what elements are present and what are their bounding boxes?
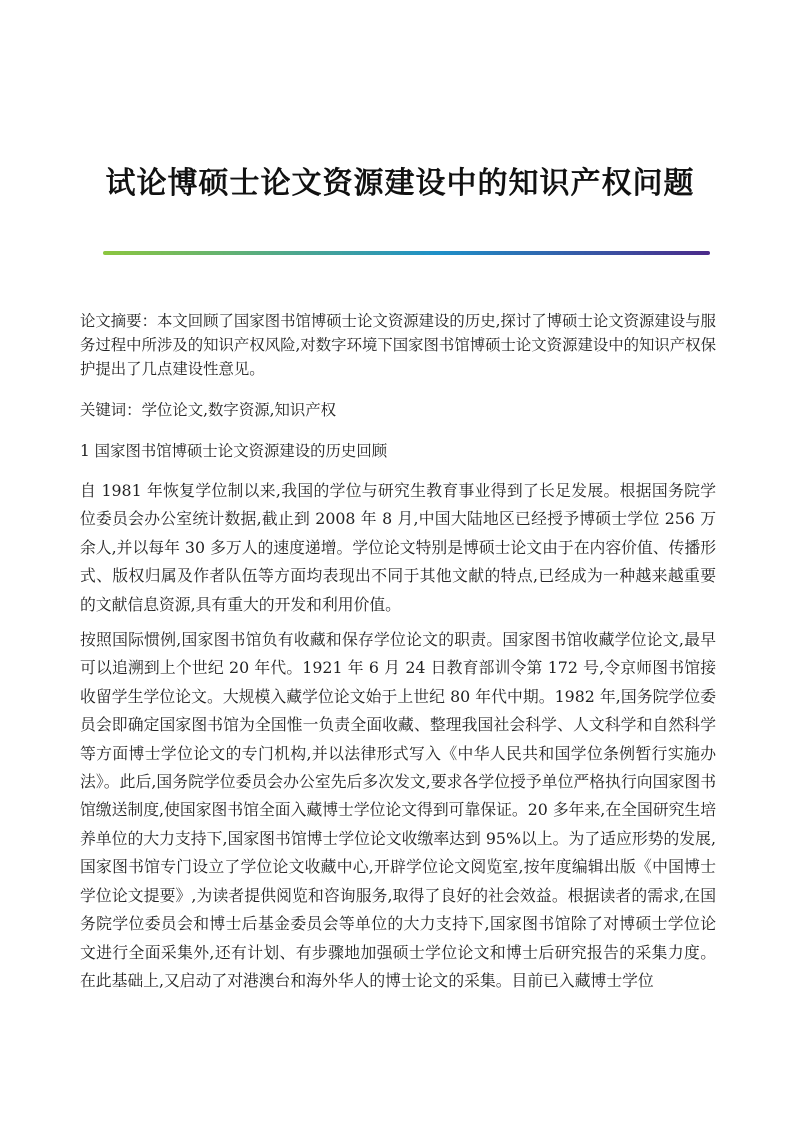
body-paragraph-1: 自 1981 年恢复学位制以来,我国的学位与研究生教育事业得到了长足发展。根据国务院学位委员会办公室统计数据,截止到 2008 年 8 月,中国大陆地区已经授予博硕士学位 256 万余人,并以每年 30 多万人的速度递增。学位论文特别是博硕士论文由于在内容价值、传播形式、版权归属及作者队伍等方面均表现出不同于其他文献的特点,已经成为一种越来越重要的文献信息资源,具有重大的开发和利用价值。 (80, 481, 716, 614)
abstract-label: 论文摘要： (80, 312, 157, 330)
body-paragraph-2: 按照国际惯例,国家图书馆负有收藏和保存学位论文的职责。国家图书馆收藏学位论文,最早可以追溯到上个世纪 20 年代。1921 年 6 月 24 日教育部训令第 172 号,令京师图书馆接收留学生学位论文。大规模入藏学位论文始于上世纪 80 年代中期。1982 年,国务院学位委员会即确定国家图书馆为全国惟一负责全面收藏、整理我国社会科学、人文科学和自然科学等方面博士学位论文的专门机构,并以法律形式写入《中华人民共和国学位条例暂行实施办法》。此后,国务院学位委员会办公室先后多次发文,要求各学位授予单位严格执行向国家图书馆缴送制度,使国家图书馆全面入藏博士学位论文得到可靠保证。20 多年来,在全国研究生培养单位的大力支持下,国家图书馆博士学位论文收缴率达到 95%以上。为了适应形势的发展,国家图书馆专门设立了学位论文收藏中心,开辟学位论文阅览室,按年度编辑出版《中国博士学位论文提要》,为读者提供阅览和咨询服务,取得了良好的社会效益。根据读者的需求,在国务院学位委员会和博士后基金委员会等单位的大力支持下,国家图书馆除了对博硕士学位论文进行全面采集外,还有计划、有步骤地加强硕士学位论文和博士后研究报告的采集力度。在此基础上,又启动了对港澳台和海外华人的博士论文的采集。目前已入藏博士学位 (80, 630, 716, 990)
section-heading: 1 国家图书馆博硕士论文资源建设的历史回顾 (80, 442, 388, 460)
title-divider-rule (103, 251, 710, 255)
abstract-paragraph (80, 309, 716, 381)
keywords-label: 关键词： (80, 401, 142, 419)
paper-body (80, 309, 716, 1002)
keywords-paragraph (80, 398, 716, 422)
keywords-text: 学位论文,数字资源,知识产权 (141, 401, 337, 419)
paper-title: 试论博硕士论文资源建设中的知识产权问题 (105, 166, 695, 201)
abstract-text: 本文回顾了国家图书馆博硕士论文资源建设的历史,探讨了博硕士论文资源建设与服务过程中所涉及的知识产权风险,对数字环境下国家图书馆博硕士论文资源建设中的知识产权保护提出了几点建设性意见。 (80, 312, 716, 378)
